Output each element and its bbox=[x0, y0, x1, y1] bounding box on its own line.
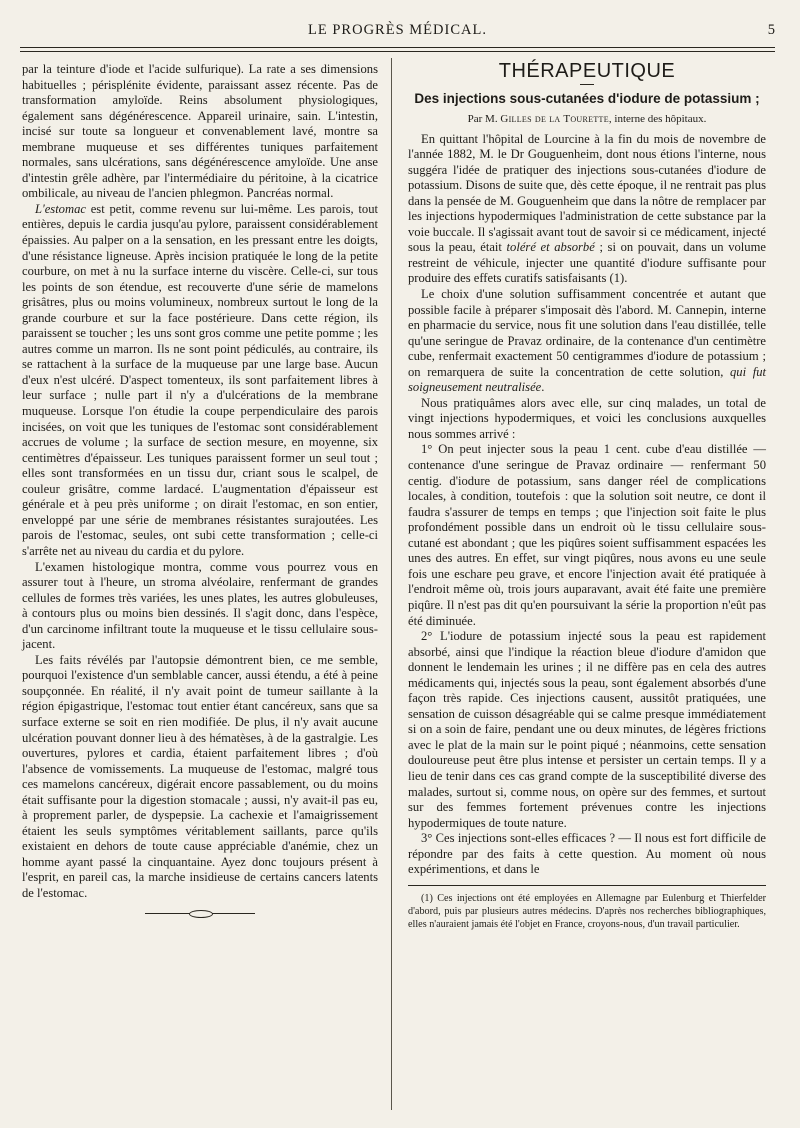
paragraph-solution bbox=[408, 287, 766, 396]
title-dash bbox=[580, 84, 594, 85]
column-divider bbox=[391, 58, 392, 1110]
intro-italic: toléré et absorbé bbox=[506, 240, 595, 255]
left-column bbox=[22, 62, 378, 918]
estomac-label: L'estomac bbox=[35, 201, 86, 216]
byline-prefix: Par M. bbox=[467, 112, 501, 125]
byline-suffix: , interne des hôpitaux. bbox=[608, 112, 707, 125]
article-title: Des injections sous-cutanées d'iodure de potassium ; bbox=[414, 90, 760, 106]
paragraph-estomac bbox=[22, 202, 378, 560]
paragraph-autopsy-organs: par la teinture d'iode et l'acide sulfurique). La rate a ses dimensions habituelles ; périsplénite évidente, paraissant assez récente. Pas de transformation amyloïde. Reins absolument physiologiques, également sans dégénérescence. Appareil urinaire, sain. L'intestin, incisé sur toute sa longueur et convenablement lavé, montre sa membrane muqueuse et ses différentes tuniques parfaitement normales, sans ulcérations, sans dégénérescence amyloïde. Une anse d'intestin grêle adhère, par l'intermédiaire du péritoine, à la cicatrice ombilicale, au niveau de l'ancien phlegmon. Pancréas normal. bbox=[22, 62, 378, 201]
journal-title: LE PROGRÈS MÉDICAL. bbox=[308, 22, 487, 38]
running-head bbox=[20, 22, 775, 44]
intro-text: En quittant l'hôpital de Lourcine à la fin du mois de novembre de l'année 1882, M. le Dr Gouguenheim, dont nous étions l'interne, nous suggéra l'idée de pratiquer des injections sous-cutanées d'iodure de potassium. Disons de suite que, dès cette époque, il ne rentrait pas plus dans la pensée de M. Gouguenheim que dans la nôtre de remplacer par les injections hypodermiques l'administration de cette substance par la voie buccale. Il s'agissait avant tout de savoir si ce médicament, injecté sous la peau, était bbox=[408, 131, 766, 255]
paragraph-conclusions-intro: Nous pratiquâmes alors avec elle, sur cinq malades, un total de vingt injections hypodermiques, et voici les conclusions auxquelles nous sommes arrivé : bbox=[408, 395, 766, 441]
solution-text: Le choix d'une solution suffisamment concentrée et autant que possible facile à préparer s'imposait dès l'abord. M. Cannepin, interne en pharmacie du service, nous fit une solution dans l'eau distillée, telle qu'une seringue de Pravaz ordinaire, de la contenance d'un centimètre cube, renfermait exactement 50 centigrammes d'iodure de potassium ; on remarquera de suite la concentration de cette solution, bbox=[408, 287, 766, 379]
solution-text-end: . bbox=[541, 380, 545, 395]
estomac-text: est petit, comme revenu sur lui-même. Les parois, tout entières, depuis le cardia jusqu'au pylore, paraissent considérablement épaissies. Au palper on a la sensation, en les pressant entre les doigts, d'une résistance ligneuse. Après incision pratiquée le long de la petite courbure, on met à nu la surface interne du viscère. Celle-ci, sur tous les points de son étendue, est recouverte d'une série de mamelons grisâtres, plus ou moins volumineux, nombreux surtout le long de la grande courbure et sur la face postérieure. Dans cette région, ils paraissent se toucher ; les uns sont gros comme une petite pomme ; les autres comme un marron. Ils ne sont point pédiculés, au contraire, ils se rattachent à la surface de la muqueuse par une large base. Aucun d'eux n'est ulcéré. D'aspect tomenteux, ils sont parfaitement libres à leur surface ; nulle part il n'y a d'ulcérations de la membrane muqueuse. Lorsque l'on étudie la coupe perpendiculaire des parois incisées, on voit que les tuniques de l'estomac sont considérablement accrues de volume ; la surface de section mesure, en moyenne, six centimètres d'épaisseur. Les tuniques paraissent former un seul tout ; elles sont transformées en un tissu dur, criant sous le scalpel, de couleur grisâtre, comme lardacé. L'augmentation d'épaisseur est générale et à peu près uniforme ; on dirait l'estomac, en son entier, enveloppé par une série de membranes résistantes surajoutées. Les parois de l'estomac, seules, ont subi cette transformation ; celle-ci s'arrête net au niveau du cardia et du pylore. bbox=[22, 201, 378, 558]
paragraph-intro bbox=[408, 132, 766, 287]
byline-author: Gilles de la Tourette bbox=[500, 112, 609, 125]
footnote-rule bbox=[408, 885, 766, 886]
page-number: 5 bbox=[767, 22, 775, 38]
section-title: THÉRAPEUTIQUE bbox=[498, 60, 676, 82]
paragraph-point-2: 2° L'iodure de potassium injecté sous la peau est rapidement absorbé, ainsi que l'indique la réaction bleue d'iodure d'amidon que donnent le lendemain les urines ; il ne diffère pas en cela des autres médicaments qui, injectés sous la peau, sont également absorbés d'une façon très rapide. Ces injections causent, aussitôt pratiquées, une sensation de cuisson désagréable qui se calme presque immédiatement si on a soin de faire, pendant une ou deux minutes, de légères frictions avec le plat de la main sur le point piqué ; néanmoins, cette sensation douloureuse peut être plus intense et persister un certain temps. Il y a lieu de tenir dans ces cas grand compte de la susceptibilité diverse des malades, surtout si, comme nous, on opère sur des femmes, et surtout sur des femmes fortement prévenues contre les injections hypodermiques de toute nature. bbox=[408, 629, 766, 830]
paragraph-point-3: 3° Ces injections sont-elles efficaces ? — Il nous est fort difficile de répondre par des faits à cette question. Au moment où nous expérimentions, et dans le bbox=[408, 831, 766, 877]
byline bbox=[408, 112, 766, 126]
footnote: (1) Ces injections ont été employées en Allemagne par Eulenburg et Thierfelder d'abord, puis par plusieurs autres médecins. D'après nos recherches bibliographiques, elles n'auraient jamais été l'objet en France, croyons-nous, d'un travail particulier. bbox=[408, 892, 766, 930]
right-column bbox=[408, 62, 766, 931]
solution-italic: qui fut soigneusement neutralisée bbox=[408, 364, 766, 395]
paragraph-point-1: 1° On peut injecter sous la peau 1 cent. cube d'eau distillée — contenance d'une seringue de Pravaz ordinaire — renfermant 50 centig. d'iodure de potassium, sans danger réel de complications locales, à condition, toutefois : que la solution soit neutre, ce dont il faudra s'assurer de temps en temps ; que l'injection soit faite le plus profondément possible dans un endroit où le tissu cellulaire sous-cutané est abondant ; que les piqûres soient suffisamment espacées les unes des autres. En effet, sur vingt piqûres, nous avons eu une seule fois une eschare peu grave, et encore l'injection avait été pratiquée à l'endroit même où, trois jours auparavant, avait été faite une première piqûre. Il n'est pas dit qu'en poursuivant la série la proportion n'eût pas été diminuée. bbox=[408, 442, 766, 628]
header-double-rule bbox=[20, 47, 775, 52]
paragraph-conclusion: Les faits révélés par l'autopsie démontrent bien, ce me semble, pourquoi l'existence d'un semblable cancer, aussi étendu, a été à peine soupçonnée. En réalité, il n'y avait point de tumeur saillante à la région épigastrique, l'estomac tout entier étant cancéreux, sans que sa surface externe se soit en rien modifiée. De plus, il n'y avait aucune ulcération pouvant donner lieu à des hématèses, à de la gastralgie. Les ouvertures, pylores et cardia, étaient parfaitement libres ; d'où l'absence de vomissements. La muqueuse de l'estomac, malgré tous ces mamelons cancéreux, digérait encore passablement, ou du moins était suffisante pour la digestion stomacale ; aussi, n'y avait-il pas eu, à proprement parler, de dyspepsie. La cachexie et l'amaigrissement étaient les seuls symptômes véritablement saillants, parce qu'ils existaient en dehors de toute cause appréciable d'anémie, chez un homme ayant passé la cinquantaine. Ayez donc toujours présent à l'esprit, en pareil cas, la marche insidieuse de certains cancers latents de l'estomac. bbox=[22, 652, 378, 900]
paragraph-histology: L'examen histologique montra, comme vous pourrez vous en assurer tout à l'heure, un stroma alvéolaire, renfermant de grandes cellules de formes très variées, les unes plates, les autres globuleuses, à contours plus ou moins bien dessinés. Il s'agit donc, dans l'espèce, d'un carcinome infiltrant toute la muqueuse et le tissu cellulaire sous-jacent. bbox=[22, 559, 378, 652]
intro-text-end: ; si on pouvait, dans un volume restreint de véhicule, injecter une quantité d'iodure suffisante pour produire des effets curatifs satisfaisants (1). bbox=[408, 240, 766, 286]
end-of-article-ornament bbox=[145, 910, 255, 918]
